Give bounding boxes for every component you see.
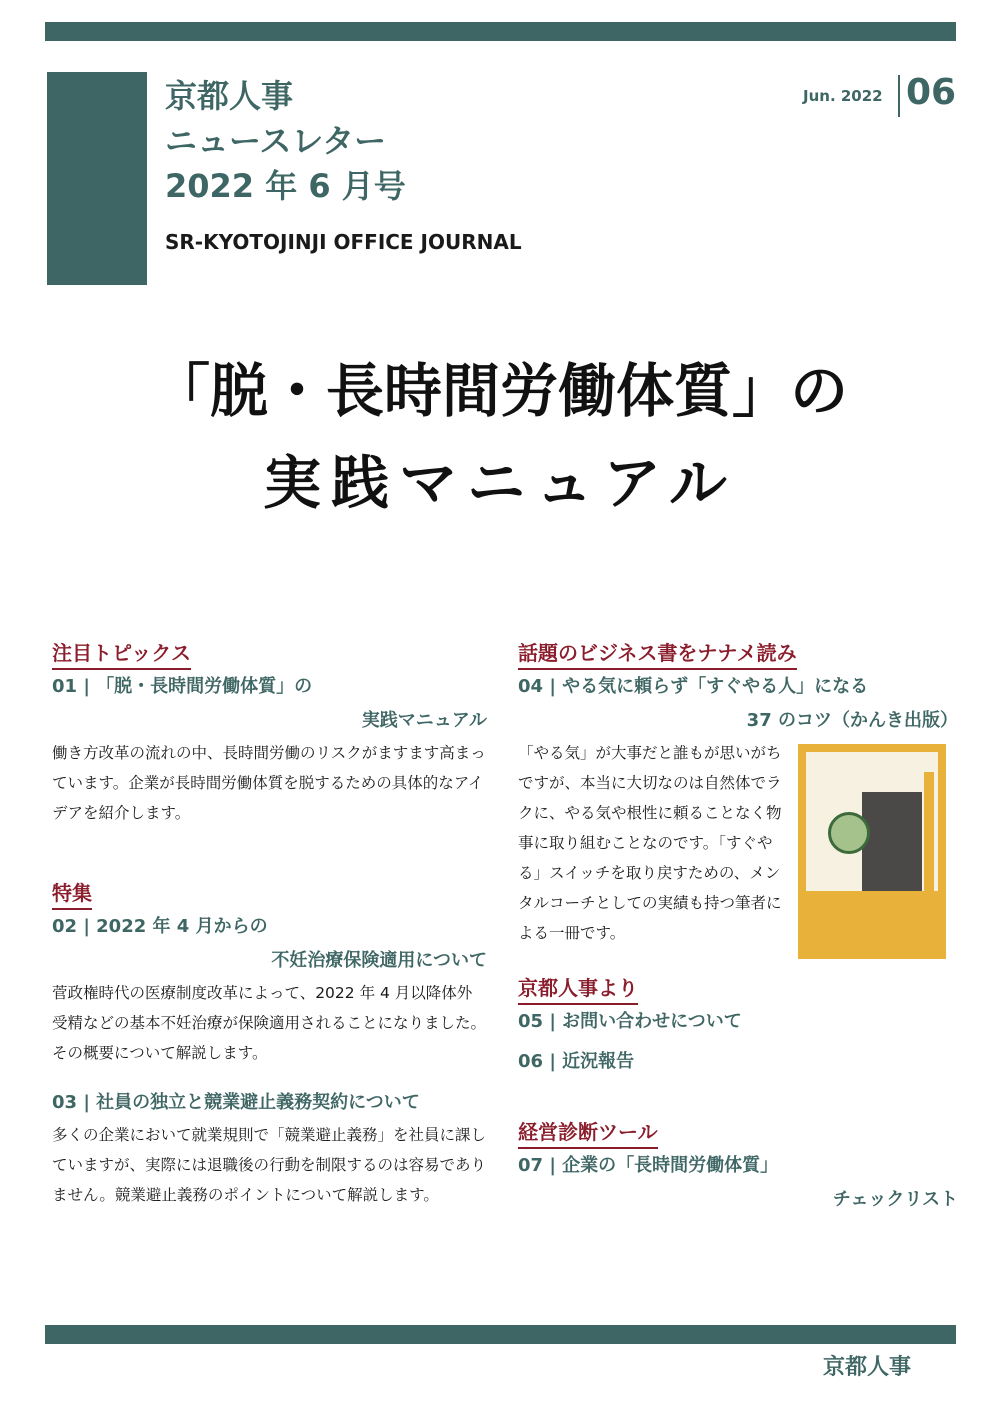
headline-line2: 実践マニュアル [263, 449, 737, 517]
book-cover-band [806, 891, 938, 951]
section-heading-from-kyotojinji: 京都人事より [518, 975, 638, 1005]
article-02-title-line2: 不妊治療保険適用について [271, 950, 487, 971]
article-04-title[interactable] [518, 670, 958, 738]
book-cover-image [798, 744, 946, 959]
section-heading-business-books: 話題のビジネス書をナナメ読み [518, 640, 797, 670]
article-01-summary: 働き方改革の流れの中、長時間労働のリスクがますます高まっています。企業が長時間労働体質を脱するための具体的なアイデアを紹介します。 [52, 744, 486, 822]
issue-divider [898, 75, 900, 117]
book-review [518, 738, 958, 959]
masthead-title [165, 74, 406, 209]
article-02-title[interactable] [52, 910, 487, 978]
headline-line1: 「脱・長時間労働体質」の [151, 357, 848, 425]
issue-date: Jun. 2022 [803, 87, 883, 105]
section-heading-featured-topics: 注目トピックス [52, 640, 191, 670]
book-cover-panel [806, 752, 938, 951]
article-02-summary: 菅政権時代の医療制度改革によって、2022 年 4 月以降体外受精などの基本不妊治療が保険適用されることになりました。その概要について解説します。 [52, 984, 487, 1062]
article-03-title[interactable]: 03 | 社員の独立と競業避止義務契約について [52, 1092, 420, 1113]
masthead-title-line3: 2022 年 6 月号 [165, 167, 406, 205]
article-04-title-line2: 37 のコツ（かんき出版） [746, 710, 958, 731]
section-heading-special-feature: 特集 [52, 880, 92, 910]
left-column [52, 640, 487, 1210]
article-02-title-line1: 02 | 2022 年 4 月からの [52, 916, 268, 937]
masthead-title-line1: 京都人事 [165, 77, 294, 115]
bottom-rule [45, 1325, 956, 1344]
book-cover-illustration [828, 812, 870, 854]
section-heading-diagnostic-tool: 経営診断ツール [518, 1119, 658, 1149]
article-07-title[interactable] [518, 1149, 958, 1217]
article-07-title-line1: 07 | 企業の「長時間労働体質」 [518, 1155, 779, 1176]
article-03-summary: 多くの企業において就業規則で「競業避止義務」を社員に課していますが、実際には退職後の行動を制限するのは容易でありません。競業避止義務のポイントについて解説します。 [52, 1126, 487, 1204]
article-01-title-line2: 実践マニュアル [361, 710, 487, 731]
footer-brand: 京都人事 [823, 1355, 912, 1380]
masthead-title-line2: ニュースレター [165, 122, 387, 160]
masthead-subtitle: SR-KYOTOJINJI OFFICE JOURNAL [165, 230, 522, 254]
issue-number: 06 [906, 72, 957, 113]
main-headline [0, 345, 1000, 529]
masthead-color-block [47, 72, 147, 285]
article-07-title-line2: チェックリスト [832, 1189, 958, 1210]
article-04-summary: 「やる気」が大事だと誰もが思いがちですが、本当に大切なのは自然体でラクに、やる気や根性に頼ることなく物事に取り組むことなのです。「すぐやる」スイッチを取り戻すための、メンタルコーチとしての実績も持つ筆者による一冊です。 [518, 744, 782, 942]
article-01-title-line1: 01 | 「脱・長時間労働体質」の [52, 676, 313, 697]
right-column [518, 640, 958, 1217]
article-04-title-line1: 04 | やる気に頼らず「すぐやる人」になる [518, 676, 869, 697]
top-rule [45, 22, 956, 41]
article-01-title[interactable] [52, 670, 487, 738]
article-06-title[interactable]: 06 | 近況報告 [518, 1051, 635, 1072]
article-05-title[interactable]: 05 | お問い合わせについて [518, 1011, 742, 1032]
